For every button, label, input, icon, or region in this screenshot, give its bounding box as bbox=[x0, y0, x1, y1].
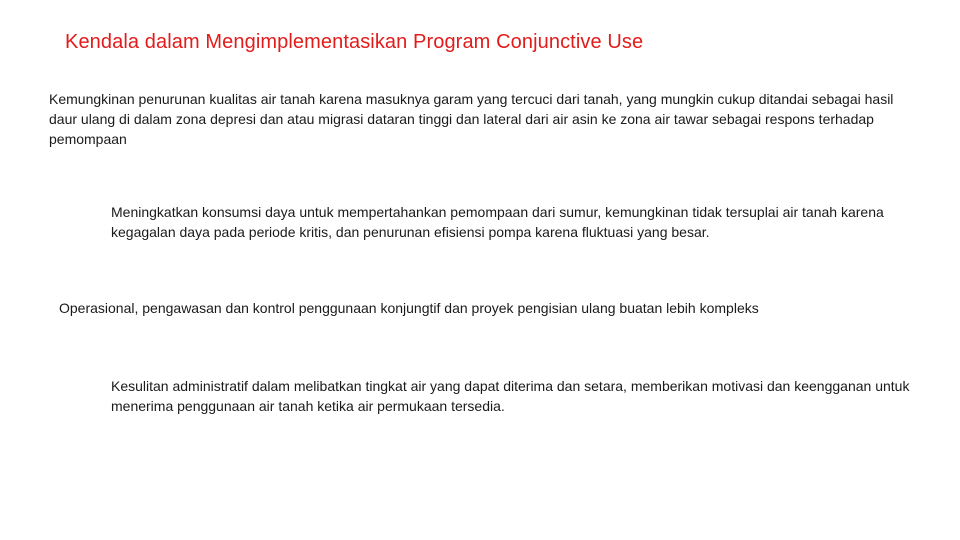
paragraph-administrative: Kesulitan administratif dalam melibatkan tingkat air yang dapat diterima dan setara, memberikan motivasi dan keengganan untuk menerima penggunaan air tanah ketika air permukaan tersedia. bbox=[111, 378, 910, 414]
paragraph-water-quality: Kemungkinan penurunan kualitas air tanah karena masuknya garam yang tercuci dari tanah, yang mungkin cukup ditandai sebagai hasil daur ulang di dalam zona depresi dan atau migrasi dataran tinggi dan lateral dari air asin ke zona air tawar sebagai respons terhadap pemompaan bbox=[49, 91, 894, 147]
paragraph-operational: Operasional, pengawasan dan kontrol penggunaan konjungtif dan proyek pengisian ulang buatan lebih kompleks bbox=[59, 300, 759, 316]
paragraph-power-consumption: Meningkatkan konsumsi daya untuk mempertahankan pemompaan dari sumur, kemungkinan tidak tersuplai air tanah karena kegagalan daya pada periode kritis, dan penurunan efisiensi pompa karena fluktuasi yang besar. bbox=[111, 204, 884, 240]
slide-title: Kendala dalam Mengimplementasikan Program Conjunctive Use bbox=[65, 31, 644, 53]
